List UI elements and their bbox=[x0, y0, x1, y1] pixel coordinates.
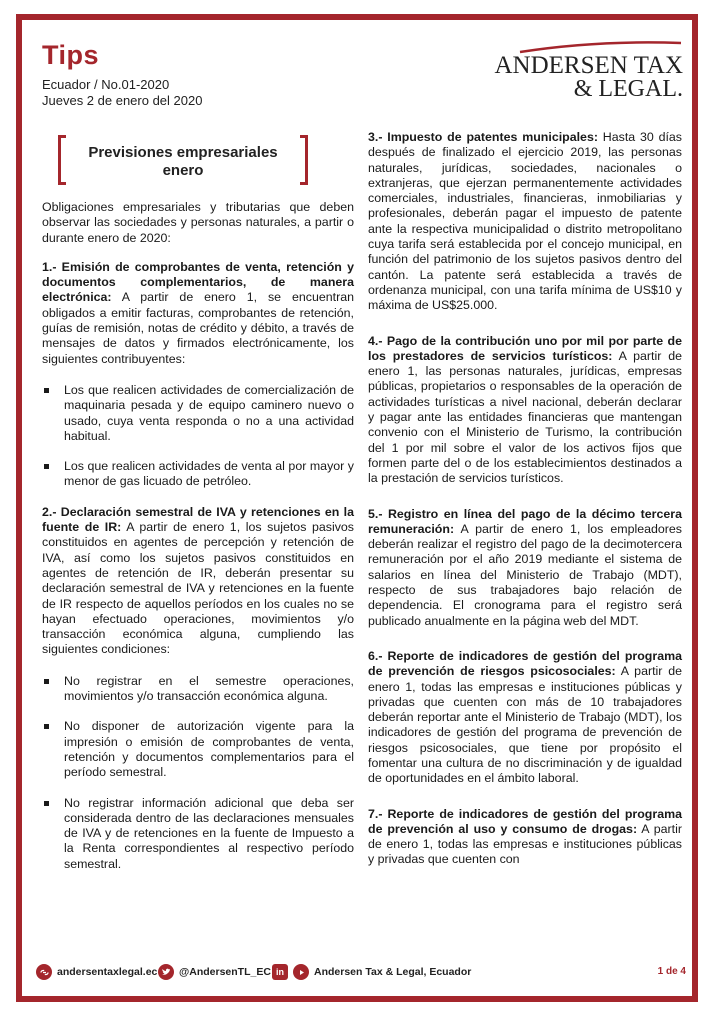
section-5-heading: 5.- Registro en línea del pago de la décimo tercera remuneración: bbox=[368, 506, 682, 536]
left-bracket bbox=[58, 135, 66, 185]
section-4-body: A partir de enero 1, las personas naturales, jurídicas, empresas públicas, propietarios o responsables de la operación de actividades turísticas a nivel nacional, deberán declarar y pagar ante las entidades financieras que mantengan convenio con el Ministerio de Turismo, la contribución del 1 por mil sobre el valor de los activos fijos que formen parte del o de los establecimientos destinados a la prestación de servicios turísticos. bbox=[368, 348, 682, 486]
logo-text-line1: ANDERSEN TAX bbox=[494, 52, 683, 79]
list-item-text: No registrar en el semestre operaciones, movimientos y/o transacción económica alguna. bbox=[64, 673, 354, 704]
bullet-icon bbox=[44, 801, 49, 806]
list-item-text: No disponer de autorización vigente para la impresión o emisión de comprobantes de venta, retención y documentos complementarios para el período semestral. bbox=[64, 719, 354, 780]
section-title-line2: enero bbox=[162, 162, 204, 179]
header-subtitle bbox=[42, 77, 202, 109]
bullet-icon bbox=[44, 388, 49, 393]
issue-number: Ecuador / No.01-2020 bbox=[42, 77, 170, 92]
section-7-body: A partir de enero 1, todas las empresas e instituciones públicas y privadas que cuenten con bbox=[368, 821, 682, 867]
section-6 bbox=[368, 649, 682, 787]
footer-linkedin-text: Andersen Tax & Legal, Ecuador bbox=[314, 966, 472, 978]
footer bbox=[36, 964, 686, 982]
section-3-body: Hasta 30 días después de finalizado el ejercicio 2019, las personas naturales, jurídicas, sociedades, nacionales o extranjeras, que ejerzan permanentemente actividades comerciales, industriales, financieras, inmobiliarias y profesionales, deberán pagar el impuesto de patente ante la respectiva municipalidad o distrito metropolitano cuya tarifa será establecida por el concejo municipal, en función del patrimonio de los sujetos pasivos dentro del cantón. La patente será establecida a través de ordenanza municipal, con una tarifa mínima de US$10 y máxima de US$25.000. bbox=[368, 130, 682, 313]
right-column bbox=[368, 130, 682, 880]
section-2-heading: 2.- Declaración semestral de IVA y retenciones en la fuente de IR: bbox=[42, 504, 354, 535]
twitter-icon bbox=[158, 964, 174, 980]
section-2 bbox=[42, 505, 354, 658]
right-bracket bbox=[300, 135, 308, 185]
section-1 bbox=[42, 260, 354, 367]
footer-twitter[interactable] bbox=[158, 964, 271, 980]
list-item bbox=[42, 674, 354, 705]
section-3 bbox=[368, 130, 682, 314]
intro-paragraph: Obligaciones empresariales y tributarias que deben observar las sociedades y personas naturales, a partir o durante enero de 2020: bbox=[42, 200, 354, 245]
footer-website-text: andersentaxlegal.ec bbox=[57, 966, 158, 978]
list-item-text: No registrar información adicional que deba ser considerada dentro de las declaraciones mensuales de IVA y de retenciones en la fuente de Impuesto a la Renta correspondientes al respectivo período semestral. bbox=[64, 795, 354, 871]
left-column bbox=[42, 200, 354, 887]
section-title bbox=[68, 144, 298, 180]
bullet-icon bbox=[44, 724, 49, 729]
logo-text-line2: & LEGAL. bbox=[573, 76, 683, 102]
link-icon bbox=[36, 964, 52, 980]
section-2-list bbox=[42, 674, 354, 872]
list-item bbox=[42, 383, 354, 444]
issue-date: Jueves 2 de enero del 2020 bbox=[42, 93, 203, 108]
andersen-logo bbox=[494, 38, 683, 102]
section-5 bbox=[368, 507, 682, 629]
footer-twitter-text: @AndersenTL_EC bbox=[179, 966, 271, 978]
section-4-heading: 4.- Pago de la contribución uno por mil por parte de los prestadores de servicios turísticos: bbox=[368, 333, 682, 363]
section-6-body: A partir de enero 1, todas las empresas e instituciones públicas y privadas que cuenten con más de 10 trabajadores deberán reportar ante el Ministerio de Trabajo (MDT), los indicadores de gestión del programa de prevención de riesgos psicosociales, que tiene por propósito el fomentar una cultura de no discriminación y de igualdad de oportunidades en el ámbito laboral. bbox=[368, 664, 682, 786]
youtube-icon bbox=[293, 964, 309, 980]
section-1-body: A partir de enero 1, se encuentran obligados a emitir facturas, comprobantes de retención, guías de remisión, notas de crédito y débito, a través de mensajes de datos y firmados electrónicamente, los siguientes contribuyentes: bbox=[42, 290, 354, 366]
section-title-box bbox=[58, 135, 308, 185]
list-item-text: Los que realicen actividades de venta al por mayor y menor de gas licuado de petróleo. bbox=[64, 459, 354, 489]
bullet-icon bbox=[44, 464, 49, 469]
list-item bbox=[42, 459, 354, 490]
section-4 bbox=[368, 334, 682, 487]
list-item bbox=[42, 796, 354, 872]
linkedin-icon: in bbox=[272, 964, 288, 980]
section-5-body: A partir de enero 1, los empleadores deberán realizar el registro del pago de la decimotercera remuneración por el año 2019 mediante el sistema de salarios en línea del Ministerio de Trabajo (MDT), respecto de sus trabajadores bajo relación de dependencia. El cronograma para el registro será publicado anualmente en la página web del MDT. bbox=[368, 521, 682, 628]
page-title: Tips bbox=[42, 40, 100, 70]
bullet-icon bbox=[44, 679, 49, 684]
section-3-heading: 3.- Impuesto de patentes municipales: bbox=[368, 130, 598, 144]
section-7 bbox=[368, 807, 682, 868]
page-number: 1 de 4 bbox=[657, 966, 686, 977]
section-7-heading: 7.- Reporte de indicadores de gestión del programa de prevención al uso y consumo de drogas: bbox=[368, 806, 682, 836]
list-item-text: Los que realicen actividades de comercialización de maquinaria pesada y de equipo caminero nuevo o usado, cuya venta responda o no a una actividad habitual. bbox=[64, 382, 354, 443]
section-6-heading: 6.- Reporte de indicadores de gestión del programa de prevención de riesgos psicosociales: bbox=[368, 648, 682, 679]
section-1-heading: 1.- Emisión de comprobantes de venta, retención y documentos complementarios, de manera electrónica: bbox=[42, 259, 354, 305]
section-title-line1: Previsiones empresariales bbox=[88, 144, 278, 161]
list-item bbox=[42, 719, 354, 780]
footer-linkedin[interactable] bbox=[272, 964, 471, 980]
footer-website[interactable] bbox=[36, 964, 157, 980]
section-1-list bbox=[42, 383, 354, 490]
section-2-body: A partir de enero 1, los sujetos pasivos constituidos en agentes de percepción y retención de IVA, así como los sujetos pasivos constituidos en agentes de retención de IR, deberán presentar su declaración semestral de IVA y retenciones en la fuente de IR respecto de aquellos períodos en los cuales no se hayan efectuado operaciones, movimientos y/o transacción económica alguna, cumpliendo las siguientes condiciones: bbox=[42, 520, 354, 657]
